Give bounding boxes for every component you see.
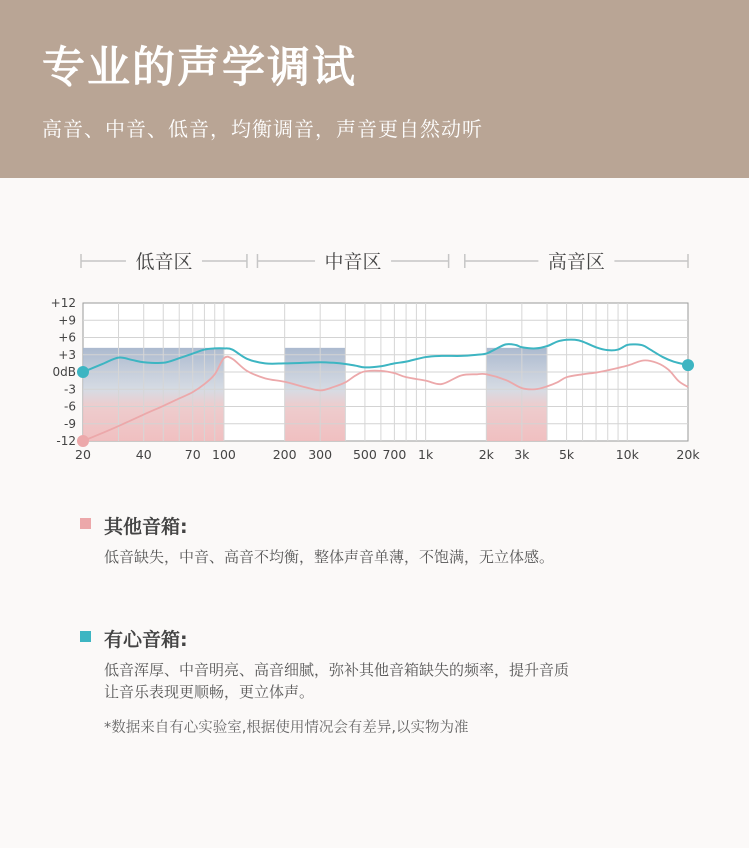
x-tick-label: 700 <box>382 447 407 462</box>
x-tick-label: 1k <box>418 447 434 462</box>
x-tick-label: 100 <box>212 447 236 462</box>
x-tick-label: 20k <box>676 447 700 462</box>
x-tick-label: 200 <box>272 447 297 462</box>
band-header-label: 中音区 <box>324 251 382 273</box>
x-tick-label: 3k <box>514 447 530 462</box>
x-tick-label: 2k <box>478 447 494 462</box>
disclaimer-note: *数据来自有心实验室,根据使用情况会有差异,以实物为准 <box>104 720 469 736</box>
frequency-band-highlight <box>486 348 547 441</box>
x-tick-label: 500 <box>352 447 377 462</box>
band-header-label: 低音区 <box>135 251 193 273</box>
x-tick-label: 70 <box>184 447 201 462</box>
y-tick-label: -12 <box>56 434 76 448</box>
legend-swatch-other <box>80 518 91 529</box>
y-tick-label: +12 <box>50 296 76 310</box>
legend-desc-other <box>104 546 704 568</box>
legend-desc-line: 低音浑厚、中音明亮、高音细腻，弥补其他音箱缺失的频率，提升音质 <box>104 661 570 679</box>
y-tick-label: -3 <box>64 382 76 397</box>
x-tick-label: 300 <box>308 447 333 462</box>
frequency-band-highlight <box>83 348 224 441</box>
y-tick-label: 0dB <box>52 365 76 379</box>
y-tick-label: +6 <box>58 330 76 345</box>
y-tick-label: +3 <box>58 347 76 362</box>
chart-svg <box>0 240 749 470</box>
page-subtitle: 高音、中音、低音，均衡调音，声音更自然动听 <box>42 117 483 141</box>
x-tick-label: 5k <box>558 447 575 462</box>
legend-desc-youxin <box>104 659 704 703</box>
legend-title-other: 其他音箱: <box>104 516 188 538</box>
y-tick-label: +9 <box>58 313 76 328</box>
y-tick-label: -6 <box>64 399 76 414</box>
x-tick-label: 40 <box>135 447 152 462</box>
series-end-marker-youxin <box>682 359 694 371</box>
header-banner <box>0 0 749 178</box>
frequency-response-chart <box>0 240 749 470</box>
legend-desc-line: 让音乐表现更顺畅，更立体声。 <box>104 683 315 701</box>
x-tick-label: 20 <box>75 447 91 462</box>
legend-swatch-youxin <box>80 631 91 642</box>
series-start-marker-youxin <box>77 366 89 378</box>
legend-desc-line: 低音缺失，中音、高音不均衡，整体声音单薄，不饱满，无立体感。 <box>104 548 555 566</box>
band-header-label: 高音区 <box>547 251 605 273</box>
page-title: 专业的声学调试 <box>42 43 357 93</box>
legend-title-youxin: 有心音箱: <box>104 629 188 651</box>
series-start-marker-other <box>77 435 89 447</box>
y-tick-label: -9 <box>64 416 76 431</box>
x-tick-label: 10k <box>615 447 639 462</box>
